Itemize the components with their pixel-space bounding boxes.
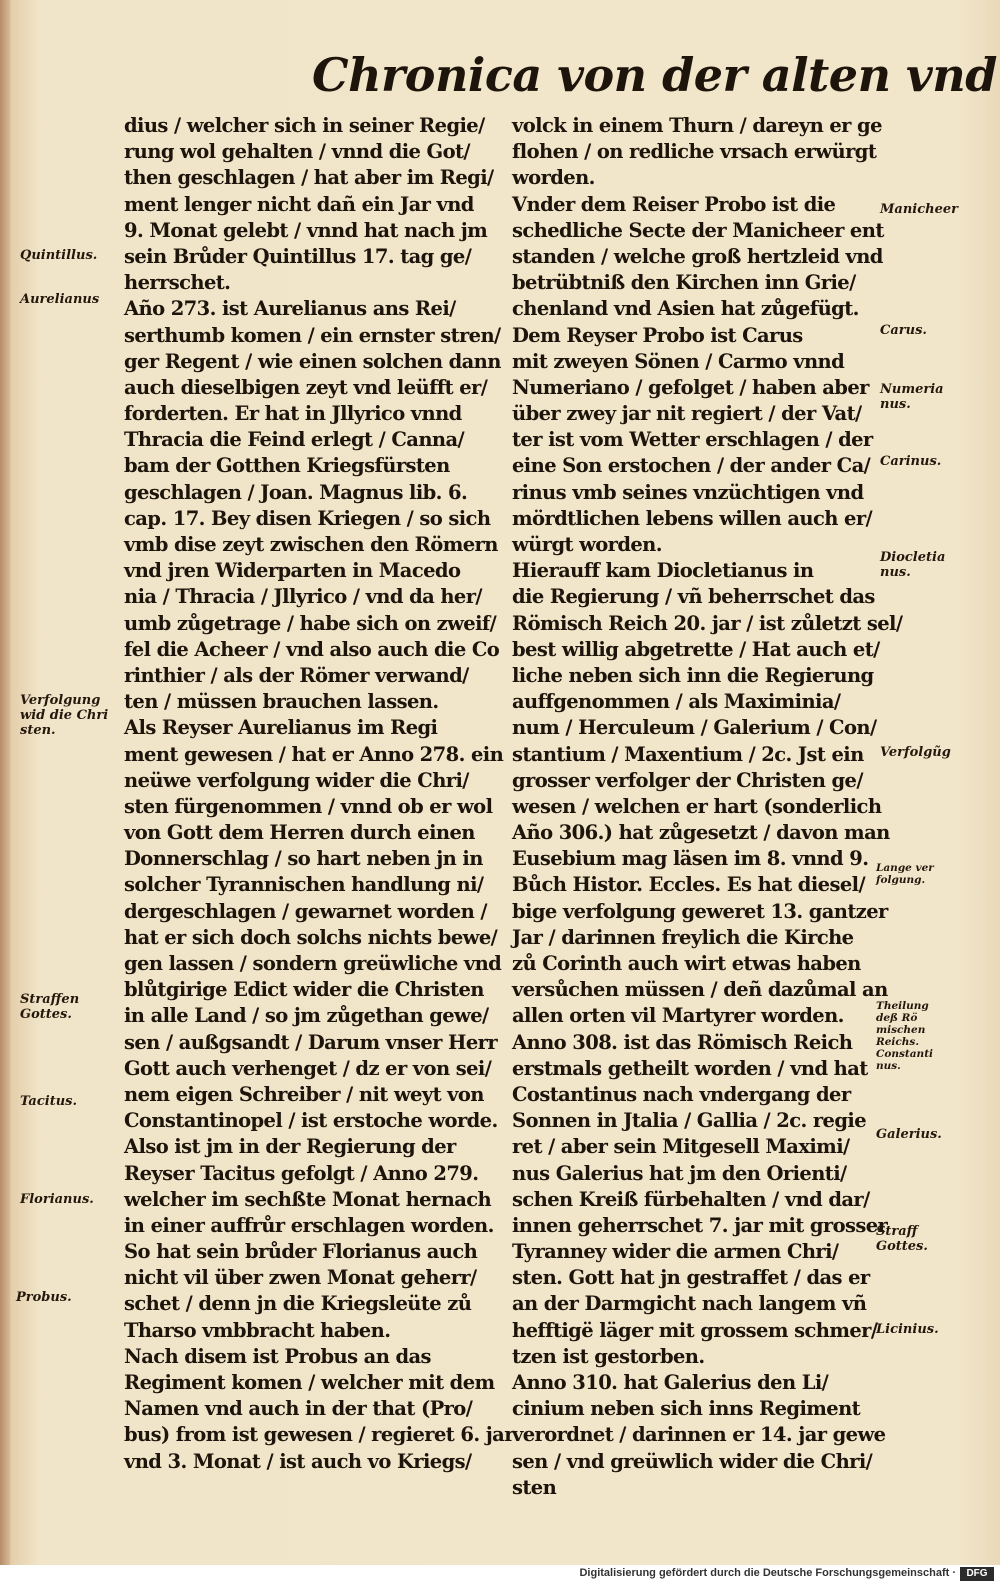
text-line: rinthier / als der Römer verwand/ bbox=[124, 663, 469, 687]
text-line: volck in einem Thurn / dareyn er ge bbox=[512, 114, 882, 137]
text-line: ment gewesen / hat er Anno 278. ein bbox=[124, 742, 504, 766]
text-line: verordnet / darinnen er 14. jar gewe bbox=[512, 1423, 886, 1447]
text-line: bam der Gotthen Kriegsfürsten bbox=[124, 454, 450, 478]
text-line: umb zůgetrage / habe sich on zweif/ bbox=[124, 611, 497, 635]
page-gutter bbox=[0, 0, 10, 1583]
margin-note: Theilung deß Rö mischen Reichs. Constanti nus. bbox=[876, 1000, 934, 1072]
text-line: Regiment komen / welcher mit dem bbox=[124, 1371, 495, 1394]
page-title: Chronica von der alten vnd bbox=[312, 48, 997, 102]
text-line: herrschet. bbox=[124, 271, 231, 295]
text-line: Jar / darinnen freylich die Kirche bbox=[512, 925, 854, 949]
text-line: auch dieselbigen zeyt vnd leüfft er/ bbox=[124, 375, 488, 399]
text-line: standen / welche groß hertzleid vnd bbox=[512, 244, 883, 268]
text-line: ment lenger nicht dañ ein Jar vnd bbox=[124, 192, 474, 216]
margin-note: Numeria nus. bbox=[880, 382, 944, 412]
text-line: vnd 3. Monat / ist auch vo Kriegs/ bbox=[124, 1449, 472, 1473]
text-line: bus) from ist gewesen / regieret 6. jar bbox=[124, 1423, 514, 1447]
text-line: Donnerschlag / so hart neben jn in bbox=[124, 847, 483, 871]
text-line: Tharso vmbbracht haben. bbox=[124, 1318, 391, 1342]
text-line: von Gott dem Herren durch einen bbox=[124, 821, 475, 845]
text-line: sein Brůder Quintillus 17. tag ge/ bbox=[124, 244, 472, 268]
margin-note: Diocletia nus. bbox=[880, 550, 946, 580]
text-line: ten / müssen brauchen lassen. bbox=[124, 690, 439, 714]
text-line: Gott auch verhenget / dz er von sei/ bbox=[124, 1056, 492, 1080]
text-line: So hat sein brůder Florianus auch bbox=[124, 1240, 478, 1264]
text-line: Bůch Histor. Eccles. Es hat diesel/ bbox=[512, 873, 865, 897]
text-line: mit zweyen Sönen / Carmo vnnd bbox=[512, 349, 845, 373]
text-line: flohen / on redliche vrsach erwürgt bbox=[512, 140, 877, 164]
text-line: Sonnen in Jtalia / Gallia / 2c. regie bbox=[512, 1109, 867, 1133]
text-line: Römisch Reich 20. jar / ist zůletzt sel/ bbox=[512, 611, 903, 635]
text-line: Anno 308. ist das Römisch Reich bbox=[512, 1030, 853, 1054]
margin-note: Licinius. bbox=[876, 1322, 939, 1337]
text-line: sten fürgenommen / vnnd ob er wol bbox=[124, 794, 493, 818]
text-line: auffgenommen / als Maximinia/ bbox=[512, 690, 841, 714]
text-line: rinus vmb seines vnzüchtigen vnd bbox=[512, 480, 864, 504]
text-line: zů Corinth auch wirt etwas haben bbox=[512, 952, 861, 975]
text-line: Eusebium mag läsen im 8. vnnd 9. bbox=[512, 847, 869, 871]
text-line: an der Darmgicht nach langem vñ bbox=[512, 1292, 867, 1316]
text-line: sen / außgsandt / Darum vnser Herr bbox=[124, 1030, 498, 1054]
text-line: gen lassen / sondern greüwliche vnd bbox=[124, 952, 502, 975]
text-line: worden. bbox=[512, 166, 595, 190]
text-line: forderten. Er hat in Jllyrico vnnd bbox=[124, 402, 462, 426]
text-line: über zwey jar nit regiert / der Vat/ bbox=[512, 402, 862, 426]
text-line: cinium neben sich inns Regiment bbox=[512, 1397, 861, 1421]
text-line: Also ist jm in der Regierung der bbox=[124, 1135, 456, 1159]
margin-note: Florianus. bbox=[20, 1192, 94, 1207]
text-line: Namen vnd auch in der that (Pro/ bbox=[124, 1397, 473, 1421]
margin-note: Galerius. bbox=[876, 1127, 942, 1142]
text-line: liche neben sich inn die Regierung bbox=[512, 663, 874, 687]
text-line: würgt worden. bbox=[512, 533, 662, 556]
text-line: sen / vnd greüwlich wider die Chri/ bbox=[512, 1449, 873, 1473]
text-line: welcher im sechßte Monat hernach bbox=[124, 1187, 492, 1211]
text-line: Costantinus nach vndergang der bbox=[512, 1082, 851, 1106]
text-line: Nach disem ist Probus an das bbox=[124, 1344, 431, 1368]
text-line: schen Kreiß fürbehalten / vnd dar/ bbox=[512, 1187, 870, 1211]
text-line: rung wol gehalten / vnnd die Got/ bbox=[124, 140, 470, 164]
text-line: then geschlagen / hat aber im Regi/ bbox=[124, 166, 494, 190]
text-line: best willig abgetrette / Hat auch et/ bbox=[512, 637, 880, 661]
footer-credit: Digitalisierung gefördert durch die Deutsche Forschungsgemeinschaft · bbox=[579, 1567, 956, 1579]
text-line: ter ist vom Wetter erschlagen / der bbox=[512, 428, 873, 452]
margin-note: Aurelianus bbox=[20, 292, 100, 307]
text-line: fel die Acheer / vnd also auch die Co bbox=[124, 637, 500, 661]
digitization-footer bbox=[0, 1565, 1000, 1583]
text-line: eine Son erstochen / der ander Ca/ bbox=[512, 454, 871, 478]
text-line: grosser verfolger der Christen ge/ bbox=[512, 768, 863, 792]
text-line: allen orten vil Martyrer worden. bbox=[512, 1004, 844, 1028]
text-line: cap. 17. Bey disen Kriegen / so sich bbox=[124, 506, 491, 530]
text-line: die Regierung / vñ beherrschet das bbox=[512, 585, 875, 609]
text-line: Anno 310. hat Galerius den Li/ bbox=[512, 1371, 829, 1394]
text-line: Dem Reyser Probo ist Carus bbox=[512, 323, 803, 347]
text-line: solcher Tyrannischen handlung ni/ bbox=[124, 873, 484, 897]
text-line: stantium / Maxentium / 2c. Jst ein bbox=[512, 742, 864, 766]
text-line: ger Regent / wie einen solchen dann bbox=[124, 349, 501, 373]
margin-note: Manicheer bbox=[880, 202, 958, 217]
margin-note: Carus. bbox=[880, 323, 927, 338]
margin-note: Lange ver folgung. bbox=[876, 862, 934, 886]
text-line: Reyser Tacitus gefolgt / Anno 279. bbox=[124, 1161, 479, 1185]
text-line: Vnder dem Reiser Probo ist die bbox=[512, 192, 836, 216]
left-text-column bbox=[124, 113, 514, 1475]
text-line: hat er sich doch solchs nichts bewe/ bbox=[124, 925, 498, 949]
margin-note: Straff Gottes. bbox=[876, 1224, 928, 1254]
text-line: nicht vil über zwen Monat geherr/ bbox=[124, 1266, 477, 1290]
text-line: Año 306.) hat zůgesetzt / davon man bbox=[512, 821, 890, 845]
text-line: vmb dise zeyt zwischen den Römern bbox=[124, 533, 498, 556]
text-line: Numeriano / gefolget / haben aber bbox=[512, 375, 869, 399]
text-line: betrübtniß den Kirchen inn Grie/ bbox=[512, 271, 856, 295]
text-line: dius / welcher sich in seiner Regie/ bbox=[124, 114, 485, 137]
text-line: wesen / welchen er hart (sonderlich bbox=[512, 794, 882, 818]
text-line: Thracia die Feind erlegt / Canna/ bbox=[124, 428, 465, 452]
text-line: vnd jren Widerparten in Macedo bbox=[124, 559, 461, 583]
text-line: nia / Thracia / Jllyrico / vnd da her/ bbox=[124, 585, 482, 609]
text-line: sten. Gott hat jn gestraffet / das er bbox=[512, 1266, 870, 1290]
text-line: Tyranney wider die armen Chri/ bbox=[512, 1240, 839, 1264]
text-line: Hierauff kam Diocletianus in bbox=[512, 559, 814, 583]
text-line: innen geherrschet 7. jar mit grosser bbox=[512, 1213, 888, 1237]
text-line: erstmals getheilt worden / vnd hat bbox=[512, 1056, 868, 1080]
text-line: nus Galerius hat jm den Orienti/ bbox=[512, 1161, 847, 1185]
margin-note: Carinus. bbox=[880, 454, 942, 469]
text-line: mördtlichen lebens willen auch er/ bbox=[512, 506, 873, 530]
text-line: Als Reyser Aurelianus im Regi bbox=[124, 716, 438, 740]
margin-note: Verfolgũg bbox=[880, 745, 951, 760]
text-line: versůchen müssen / deñ dazůmal an bbox=[512, 978, 888, 1002]
text-line: dergeschlagen / gewarnet worden / bbox=[124, 899, 487, 923]
margin-note: Quintillus. bbox=[20, 248, 98, 263]
text-line: nem eigen Schreiber / nit weyt von bbox=[124, 1082, 484, 1106]
text-line: geschlagen / Joan. Magnus lib. 6. bbox=[124, 480, 468, 504]
text-line: schet / denn jn die Kriegsleüte zů bbox=[124, 1292, 472, 1316]
margin-note: Verfolgung wid die Chri sten. bbox=[20, 693, 109, 738]
text-line: Constantinopel / ist erstoche worde. bbox=[124, 1109, 498, 1133]
text-line: 9. Monat gelebt / vnnd hat nach jm bbox=[124, 218, 488, 242]
dfg-logo: DFG bbox=[960, 1567, 994, 1581]
text-line: chenland vnd Asien hat zůgefügt. bbox=[512, 297, 859, 321]
margin-note: Straffen Gottes. bbox=[20, 992, 80, 1022]
text-line: serthumb komen / ein ernster stren/ bbox=[124, 323, 501, 347]
text-line: in einer auffrůr erschlagen worden. bbox=[124, 1213, 494, 1237]
text-line: in alle Land / so jm zůgethan gewe/ bbox=[124, 1004, 489, 1028]
text-line: schedliche Secte der Manicheer ent bbox=[512, 218, 884, 242]
text-line: num / Herculeum / Galerium / Con/ bbox=[512, 716, 877, 740]
margin-note: Tacitus. bbox=[20, 1094, 78, 1109]
text-line: blůtgirige Edict wider die Christen bbox=[124, 978, 484, 1002]
text-line: ret / aber sein Mitgesell Maximi/ bbox=[512, 1135, 850, 1159]
text-line: tzen ist gestorben. bbox=[512, 1344, 705, 1368]
text-line: hefftigë läger mit grossem schmer/ bbox=[512, 1318, 878, 1342]
text-line: Año 273. ist Aurelianus ans Rei/ bbox=[124, 297, 456, 321]
text-line: neüwe verfolgung wider die Chri/ bbox=[124, 768, 469, 792]
text-line: sten bbox=[512, 1475, 557, 1499]
text-line: bige verfolgung geweret 13. gantzer bbox=[512, 899, 888, 923]
margin-note: Probus. bbox=[16, 1290, 72, 1305]
